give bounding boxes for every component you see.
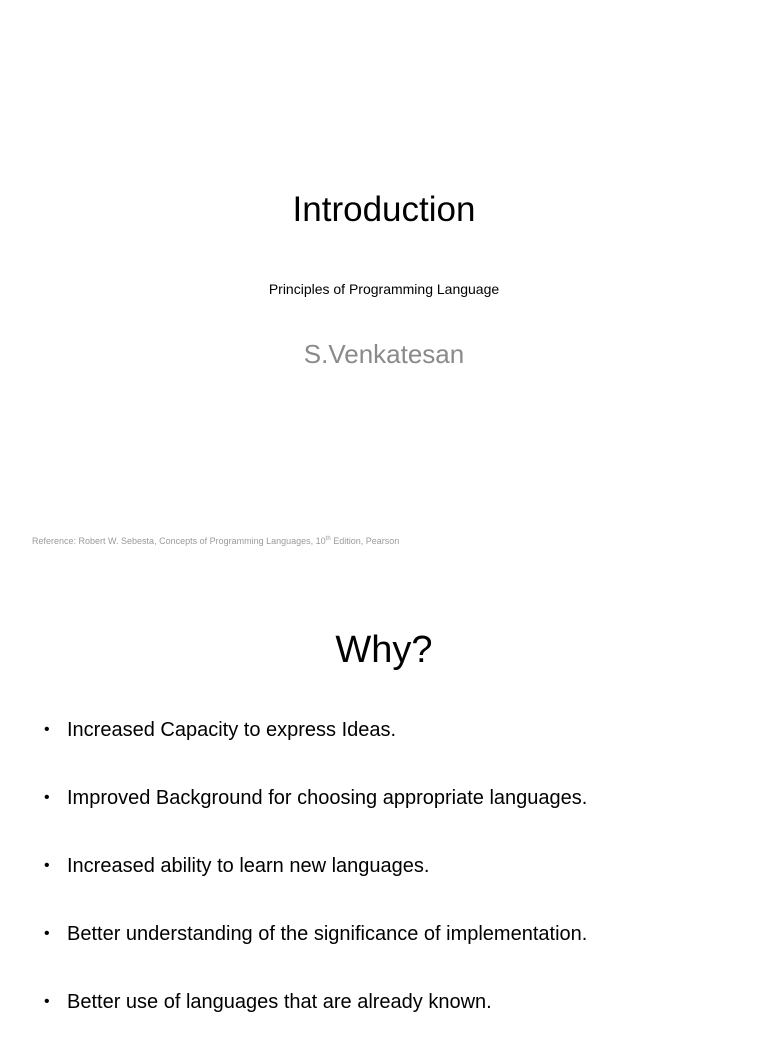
bullet-text: Increased ability to learn new languages. (67, 855, 430, 877)
slide-title: Introduction (292, 190, 476, 229)
bullet-text: Increased Capacity to express Ideas. (67, 719, 397, 741)
bullet-dot-icon: • (44, 925, 50, 942)
bullet-dot-icon: • (44, 789, 50, 806)
bullet-text: Better understanding of the significance of implementation. (67, 923, 588, 945)
reference-superscript: th (325, 536, 331, 542)
bullet-dot-icon: • (44, 857, 50, 874)
slide-subtitle: Principles of Programming Language (268, 281, 500, 297)
bullet-dot-icon: • (44, 721, 50, 738)
why-title: Why? (335, 629, 433, 671)
reference-text-end: Edition, Pearson (330, 536, 400, 546)
why-slide (0, 576, 768, 1024)
reference-note (32, 535, 399, 547)
bullet-text: Improved Background for choosing appropriate languages. (67, 787, 588, 809)
author-name: S.Venkatesan (303, 339, 465, 369)
bullet-dot-icon: • (44, 993, 50, 1010)
bullet-text: Better use of languages that are already known. (67, 991, 492, 1013)
reference-text: Reference: Robert W. Sebesta, Concepts of Programming Languages, 10 (32, 536, 326, 546)
